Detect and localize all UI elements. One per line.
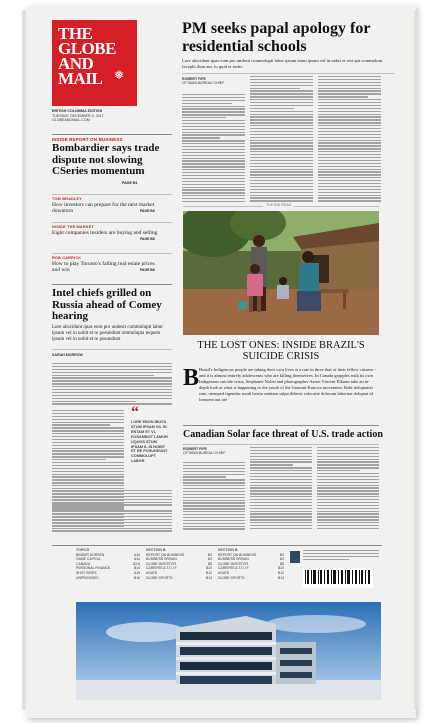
toc-topics: [76, 548, 140, 580]
toc-page: A19: [133, 570, 140, 575]
intel-divider: [52, 349, 172, 350]
toc-page: B12: [205, 570, 212, 575]
solar-byline-block: [183, 447, 225, 456]
edition-label: BRITISH COLUMBIA EDITION: [52, 109, 103, 113]
toc-page: B2: [207, 552, 212, 557]
rail-divider-4: [52, 284, 172, 285]
toc-page: B4: [279, 557, 284, 562]
bombardier-page-ref: PAGE B1: [122, 181, 138, 185]
toc-page: A16: [133, 552, 140, 557]
toc-page: B10: [277, 566, 284, 571]
edition-dateline: [52, 109, 142, 123]
lead-divider: [182, 73, 394, 74]
canadian-solar-headline[interactable]: Canadian Solar face threat of U.S. trade action: [183, 429, 383, 440]
lead-body-column-1: [182, 94, 245, 204]
toc-row[interactable]: [218, 576, 284, 581]
toc-label: CAREERS & T.G.I.F.: [146, 566, 178, 571]
market-kicker: INSIDE THE MARKET: [52, 225, 95, 229]
ad-building-photo[interactable]: [76, 602, 381, 700]
solar-body-column-1: [183, 462, 245, 534]
rail-divider-3: [52, 253, 172, 254]
page-edge-left: [22, 10, 26, 710]
toc-label: BINDER HORSEN: [76, 552, 105, 557]
feature-photo[interactable]: [183, 211, 379, 335]
feature-bottom-rule: [183, 425, 379, 426]
solar-location: OTTAWA BUREAU CHIEF: [183, 451, 226, 456]
toc-page: B8: [207, 561, 212, 566]
toc-label: SHOT SIRES: [76, 570, 97, 575]
feature-body: Brazil's Indigenous people are taking their own lives at a rate in three that of their fellow citizens - and it is almost entirely adolescents who are killing themselves. In Canada grapples with its own Indigenous suicide crisis, Stephanie Nolen and photographer Aaron Vincent Elkaim take an in-depth look at what is happening to the youth of the Guarani-Kaiowa movement. Rebi doluptatisf eate, utemped figenduc modi bestia sentiam sulpa delenis volecatte dolorum laborion doluptat id lomoent aut ute: [199, 367, 376, 402]
investors-page-ref: PAGE B8: [140, 209, 155, 213]
recycle-icon: [290, 551, 300, 563]
toc-label: PERSONAL FINANCE: [76, 566, 111, 571]
toc-label: REPORT ON BUSINESS: [146, 552, 185, 557]
lead-byline: ROBERT FIFE: [182, 77, 206, 81]
toc-section-b-head: SECTION B: [146, 548, 166, 552]
intel-body-bottom: [52, 490, 172, 534]
intel-byline: SARAH MORROW: [52, 353, 83, 357]
lead-body-column-2: [250, 76, 313, 204]
toc-row[interactable]: [146, 576, 212, 581]
logo-line-2: GLOBE: [58, 39, 116, 58]
intel-headline[interactable]: Intel chiefs grilled on Russia ahead of Comey hearing: [52, 287, 162, 322]
big-read-label: THE BIG READ: [263, 203, 294, 207]
logo-line-1: THE: [58, 24, 93, 43]
globe-and-mail-logo: [52, 20, 137, 106]
toc-page: B4: [207, 557, 212, 562]
rail-divider-2: [52, 222, 172, 223]
toc-section-b2: [218, 548, 284, 580]
toc-label: AGATE: [146, 570, 158, 575]
toc-page: B14: [277, 575, 284, 580]
toc-row[interactable]: [76, 576, 140, 581]
insiders-teaser[interactable]: Eight companies insiders are buying and selling: [52, 230, 158, 236]
quote-icon: “: [131, 404, 139, 421]
toc-page: B10: [205, 566, 212, 571]
pull-quote: LORE EBON IBUSS STUM IPSAM VIL IN ENTAM ET VL POSAMBOT LAMOR UQUOS STUM IPSAM IL IN NOBIT ET RE POSUNDUNT COMMOLUPT LABOR: [131, 420, 168, 464]
toc-section-b2-head: SECTION B: [218, 548, 238, 552]
intel-deck: Lore aliscidunt quas eum pro undesit commolupti labor ipsum vel in nobit et re posundunt ommolupta tequem ipsum vel in nobit et re posundunt: [52, 325, 163, 342]
insiders-page-ref: PAGE B8: [140, 237, 155, 241]
lead-headline[interactable]: PM seeks papal apology for residential schools: [182, 20, 371, 55]
barcode-icon: [303, 568, 373, 588]
solar-body-column-2: [250, 447, 312, 534]
toc-section-b: [146, 548, 212, 580]
lead-body-column-3: [318, 76, 381, 204]
toc-topics-head: TOPICS: [76, 548, 90, 552]
tom-bradley-kicker: TOM BRADLEY: [52, 197, 82, 201]
rail-divider-1: [52, 194, 172, 195]
logo-line-3: AND: [58, 54, 94, 73]
toc-page: B14: [205, 575, 212, 580]
website-label: GLOBEANDMAIL.COM: [52, 118, 90, 123]
page-edge-right: [414, 10, 418, 710]
toc-page: B12: [277, 570, 284, 575]
toc-label: GLOBE SPORTS: [146, 575, 173, 580]
building-illustration: [76, 602, 381, 700]
investors-teaser[interactable]: How investors can prepare for the next market downturn: [52, 202, 155, 215]
bombardier-headline[interactable]: Bombardier says trade dispute not slowing CSeries momentum: [52, 142, 160, 177]
toc-label: GLOBE INVESTOR: [146, 561, 176, 566]
toc-label: GLOBE SPORTS: [218, 575, 245, 580]
brazil-family-photo: [183, 211, 379, 335]
date-label: TUESDAY, DECEMBER 5, 2017: [52, 113, 104, 118]
toc-top-rule: [52, 545, 382, 546]
maple-leaf-icon: ❅: [114, 68, 125, 82]
toc-page: B2: [279, 552, 284, 557]
real-estate-page-ref: PAGE B8: [140, 268, 155, 272]
logo-line-4: MAIL: [58, 69, 103, 88]
notice-text: [303, 550, 379, 564]
rob-kicker: INSIDE REPORT ON BUSINESS: [52, 137, 123, 142]
intel-body-top: [52, 363, 172, 408]
feature-drop-cap: B: [183, 365, 200, 391]
toc-page: A2-6: [132, 561, 140, 566]
toc-label: CAREERS & T.G.I.F.: [218, 566, 250, 571]
solar-body-column-3: [317, 447, 379, 534]
toc-label: AGATE: [218, 570, 230, 575]
feature-headline[interactable]: THE LOST ONES: INSIDE BRAZIL'S SUICIDE CRISIS: [197, 340, 365, 362]
toc-label: REPORT ON BUSINESS: [218, 552, 257, 557]
toc-page: B8: [279, 561, 284, 566]
real-estate-teaser[interactable]: How to play Toronto's falling real estate prices and win: [52, 261, 155, 274]
solar-divider: [183, 444, 379, 445]
toc-label: BUSINESS DRIVAN: [146, 557, 177, 562]
toc-label: GLOBE INVESTOR: [218, 561, 248, 566]
toc-label: CANADA: [76, 561, 91, 566]
toc-page: B16: [133, 575, 140, 580]
toc-label: GAME CAPITAL: [76, 557, 101, 562]
lead-location: OTTAWA BUREAU CHIEF: [182, 81, 225, 86]
toc-page: B14: [133, 566, 140, 571]
rob-carrick-kicker: ROB CARRICK: [52, 256, 82, 260]
lead-deck: Lore aliscidunt quas eum pro undesit commolupti labor ipsum etum ipsam vel in nobit et rest qui commolum faceplit dum am. lo quid et ruder: [182, 58, 383, 69]
toc-label: UNPROVIDED: [76, 575, 99, 580]
solar-byline: ROBERT FIFE: [183, 447, 207, 451]
lead-byline-block: [182, 77, 224, 86]
toc-label: BUSINESS DRIVAN: [218, 557, 249, 562]
toc-page: A14: [133, 557, 140, 562]
left-rail-top-rule: [52, 134, 172, 135]
